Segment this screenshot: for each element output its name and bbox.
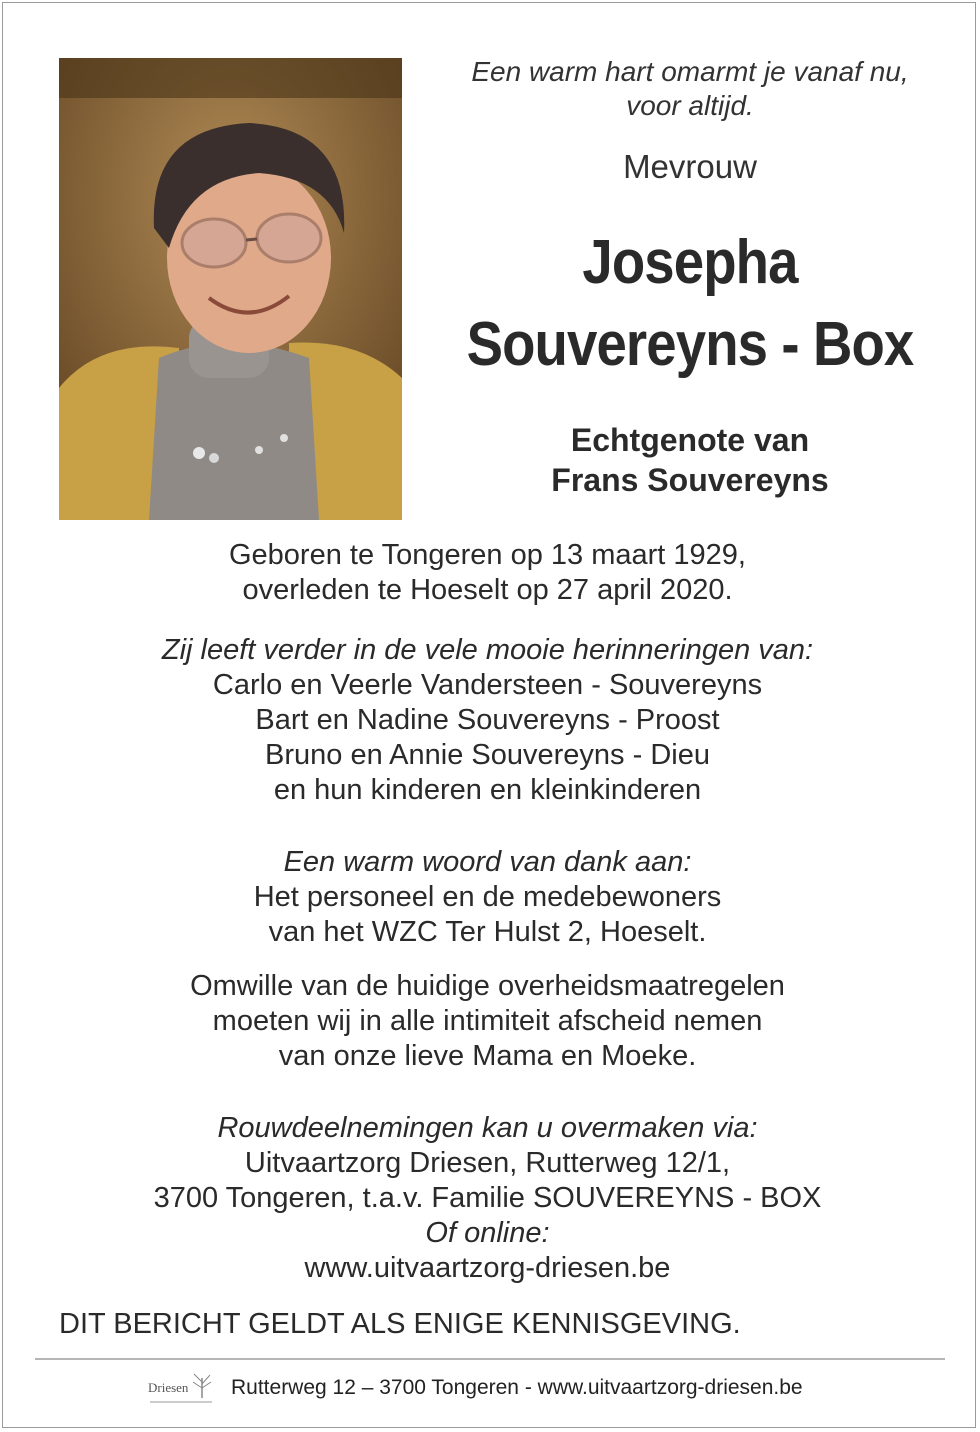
address-line: Uitvaartzorg Driesen, Rutterweg 12/1, [244, 1147, 731, 1179]
notice-text: DIT BERICHT GELDT ALS ENIGE KENNISGEVING. [59, 1308, 741, 1340]
spouse-info [410, 420, 970, 500]
thanks-intro: Een warm woord van dank aan: [283, 846, 692, 878]
measures-line: moeten wij in alle intimiteit afscheid nemen [212, 1005, 763, 1037]
spouse-line: Echtgenote van [570, 422, 810, 458]
condolence-section [0, 1111, 975, 1286]
family-line: en hun kinderen en kleinkinderen [273, 774, 702, 806]
thanks-line: Het personeel en de medebewoners [253, 881, 722, 913]
name-line-first: Josepha [582, 228, 798, 297]
tree-logo-icon [146, 1368, 216, 1408]
portrait-image [59, 58, 402, 520]
measures-line: Omwille van de huidige overheidsmaatregelen [190, 970, 785, 1002]
died-line: overleden te Hoeselt op 27 april 2020. [242, 574, 733, 606]
memories-section [0, 633, 975, 808]
spouse-line: Frans Souvereyns [551, 462, 829, 498]
portrait-photo [59, 58, 402, 520]
thanks-section [0, 845, 975, 950]
name-line-last: Souvereyns - Box [466, 310, 914, 379]
family-line: Bart en Nadine Souvereyns - Proost [255, 704, 720, 736]
born-line: Geboren te Tongeren op 13 maart 1929, [228, 539, 746, 571]
family-line: Bruno en Annie Souvereyns - Dieu [265, 739, 710, 771]
quote-line: Een warm hart omarmt je vanaf nu, [471, 56, 909, 87]
online-label: Of online: [425, 1217, 550, 1249]
family-line: Carlo en Veerle Vandersteen - Souvereyns [212, 669, 763, 701]
opening-quote [410, 55, 970, 123]
birth-death-dates [0, 538, 975, 608]
logo-text: Driesen [148, 1380, 189, 1395]
quote-line: voor altijd. [626, 90, 754, 121]
honorific: Mevrouw [623, 148, 757, 185]
measures-line: van onze lieve Mama en Moeke. [278, 1040, 697, 1072]
divider [35, 1358, 945, 1360]
deceased-name [444, 222, 937, 386]
website-link[interactable]: www.uitvaartzorg-driesen.be [304, 1252, 671, 1284]
footer-address: Rutterweg 12 – 3700 Tongeren - www.uitvaartzorg-driesen.be [231, 1376, 803, 1399]
memories-intro: Zij leeft verder in de vele mooie herinneringen van: [161, 634, 814, 666]
address-line: 3700 Tongeren, t.a.v. Familie SOUVEREYNS - BOX [153, 1182, 822, 1214]
thanks-line: van het WZC Ter Hulst 2, Hoeselt. [268, 916, 707, 948]
measures-section [0, 969, 975, 1074]
condolence-intro: Rouwdeelnemingen kan u overmaken via: [217, 1112, 758, 1144]
